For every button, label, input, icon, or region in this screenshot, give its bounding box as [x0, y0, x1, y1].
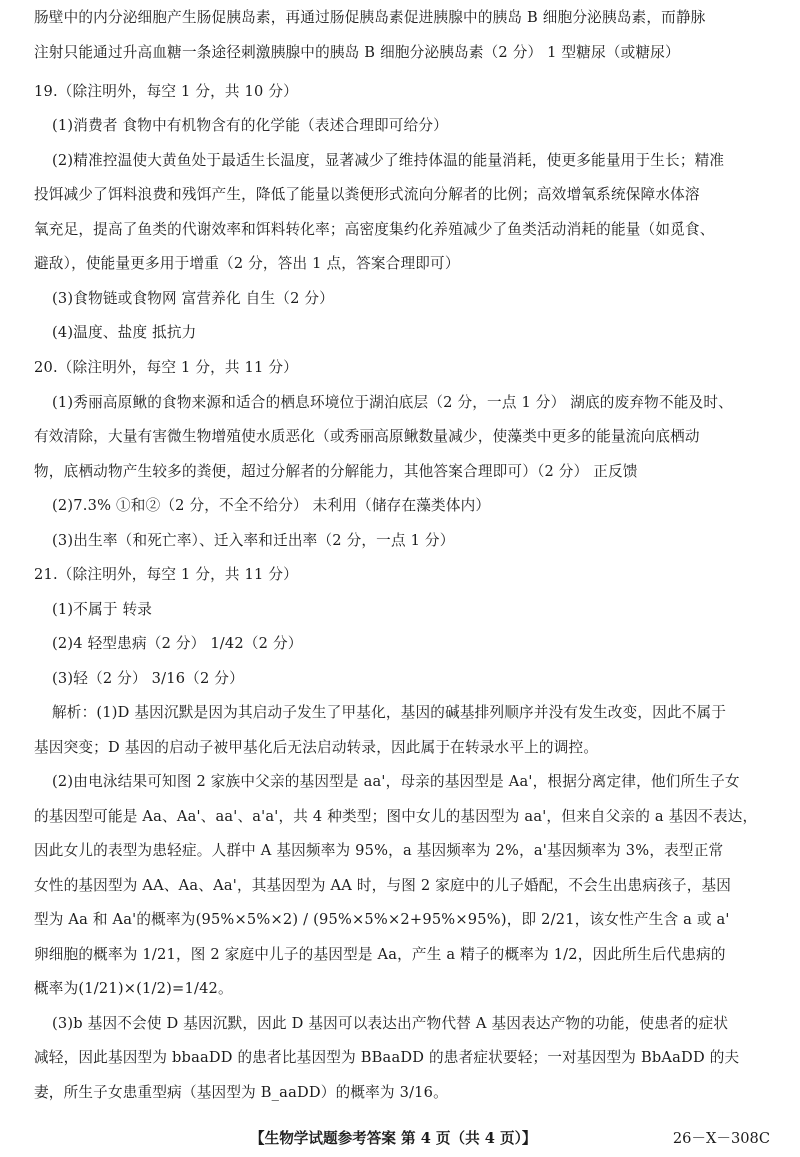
analysis-line: 女性的基因型为 AA、Aa、Aa'，其基因型为 AA 时，与图 2 家庭中的儿子婚配，不会生出患病孩子，基因 [34, 877, 732, 894]
analysis-line: 解析：(1)D 基因沉默是因为其启动子发生了甲基化，基因的碱基排列顺序并没有发生改变，因此不属于 [52, 704, 727, 721]
text-line: (3)食物链或食物网 富营养化 自生（2 分） [52, 290, 334, 307]
analysis-line: (2)由电泳结果可知图 2 家族中父亲的基因型是 aa'，母亲的基因型是 Aa'，根据分离定律，他们所生子女 [52, 773, 740, 790]
question-19-header: 19.（除注明外，每空 1 分，共 10 分） [34, 83, 298, 100]
text-line: (1)秀丽高原鳅的食物来源和适合的栖息环境位于湖泊底层（2 分，一点 1 分） 湖底的废弃物不能及时、 [52, 394, 733, 411]
analysis-line: 概率为(1/21)×(1/2)=1/42。 [34, 980, 233, 997]
question-20-header: 20.（除注明外，每空 1 分，共 11 分） [34, 359, 298, 376]
text-line: (2)4 轻型患病（2 分） 1/42（2 分） [52, 635, 303, 652]
footer-title: 【生物学试题参考答案 第 4 页（共 4 页）】 [250, 1130, 537, 1147]
text-line: (4)温度、盐度 抵抗力 [52, 324, 197, 341]
text-line: 避敌），使能量更多用于增重（2 分，答出 1 点，答案合理即可） [34, 255, 460, 272]
text-line: 物，底栖动物产生较多的粪便，超过分解者的分解能力，其他答案合理即可）（2 分） 正反馈 [34, 463, 638, 480]
text-line: 氧充足，提高了鱼类的代谢效率和饵料转化率；高密度集约化养殖减少了鱼类活动消耗的能量（如觅食、 [34, 221, 715, 238]
analysis-line: 的基因型可能是 Aa、Aa'、aa'、a'a'，共 4 种类型；图中女儿的基因型为 aa'，但来自父亲的 a 基因不表达， [34, 808, 758, 825]
text-line: 投饵减少了饵料浪费和残饵产生，降低了能量以粪便形式流向分解者的比例；高效增氧系统保障水体溶 [34, 186, 700, 203]
question-21-header: 21.（除注明外，每空 1 分，共 11 分） [34, 566, 298, 583]
footer-code: 26－X－308C [672, 1130, 770, 1147]
text-line: 注射只能通过升高血糖一条途径刺激胰腺中的胰岛 B 细胞分泌胰岛素（2 分） 1 型糖尿（或糖尿） [34, 44, 680, 61]
page-footer [0, 1127, 800, 1149]
text-line: (2)7.3% ①和②（2 分，不全不给分） 未利用（储存在藻类体内） [52, 497, 491, 514]
analysis-line: 因此女儿的表型为患轻症。人群中 A 基因频率为 95%，a 基因频率为 2%，a'基因频率为 3%，表型正常 [34, 842, 724, 859]
text-line: (1)不属于 转录 [52, 601, 153, 618]
analysis-line: 卵细胞的概率为 1/21，图 2 家庭中儿子的基因型是 Aa，产生 a 精子的概率为 1/2，因此所生后代患病的 [34, 946, 726, 963]
analysis-line: 型为 Aa 和 Aa'的概率为(95%×5%×2) / (95%×5%×2+95%×95%)，即 2/21，该女性产生含 a 或 a' [34, 911, 730, 928]
text-line: (1)消费者 食物中有机物含有的化学能（表述合理即可给分） [52, 117, 448, 134]
text-line: (3)出生率（和死亡率）、迁入率和迁出率（2 分，一点 1 分） [52, 532, 455, 549]
analysis-line: 妻，所生子女患重型病（基因型为 B_aaDD）的概率为 3/16。 [34, 1084, 448, 1101]
analysis-line: 基因突变；D 基因的启动子被甲基化后无法启动转录，因此属于在转录水平上的调控。 [34, 739, 599, 756]
text-line: (2)精准控温使大黄鱼处于最适生长温度，显著减少了维持体温的能量消耗，使更多能量用于生长；精准 [52, 152, 725, 169]
text-line: (3)轻（2 分） 3/16（2 分） [52, 670, 244, 687]
analysis-line: 减轻，因此基因型为 bbaaDD 的患者比基因型为 BBaaDD 的患者症状要轻；一对基因型为 BbAaDD 的夫 [34, 1049, 740, 1066]
analysis-line: (3)b 基因不会使 D 基因沉默，因此 D 基因可以表达出产物代替 A 基因表达产物的功能，使患者的症状 [52, 1015, 729, 1032]
text-line: 有效清除，大量有害微生物增殖使水质恶化（或秀丽高原鳅数量减少，使藻类中更多的能量流向底栖动 [34, 428, 700, 445]
text-line: 肠壁中的内分泌细胞产生肠促胰岛素，再通过肠促胰岛素促进胰腺中的胰岛 B 细胞分泌胰岛素，而静脉 [34, 9, 706, 26]
